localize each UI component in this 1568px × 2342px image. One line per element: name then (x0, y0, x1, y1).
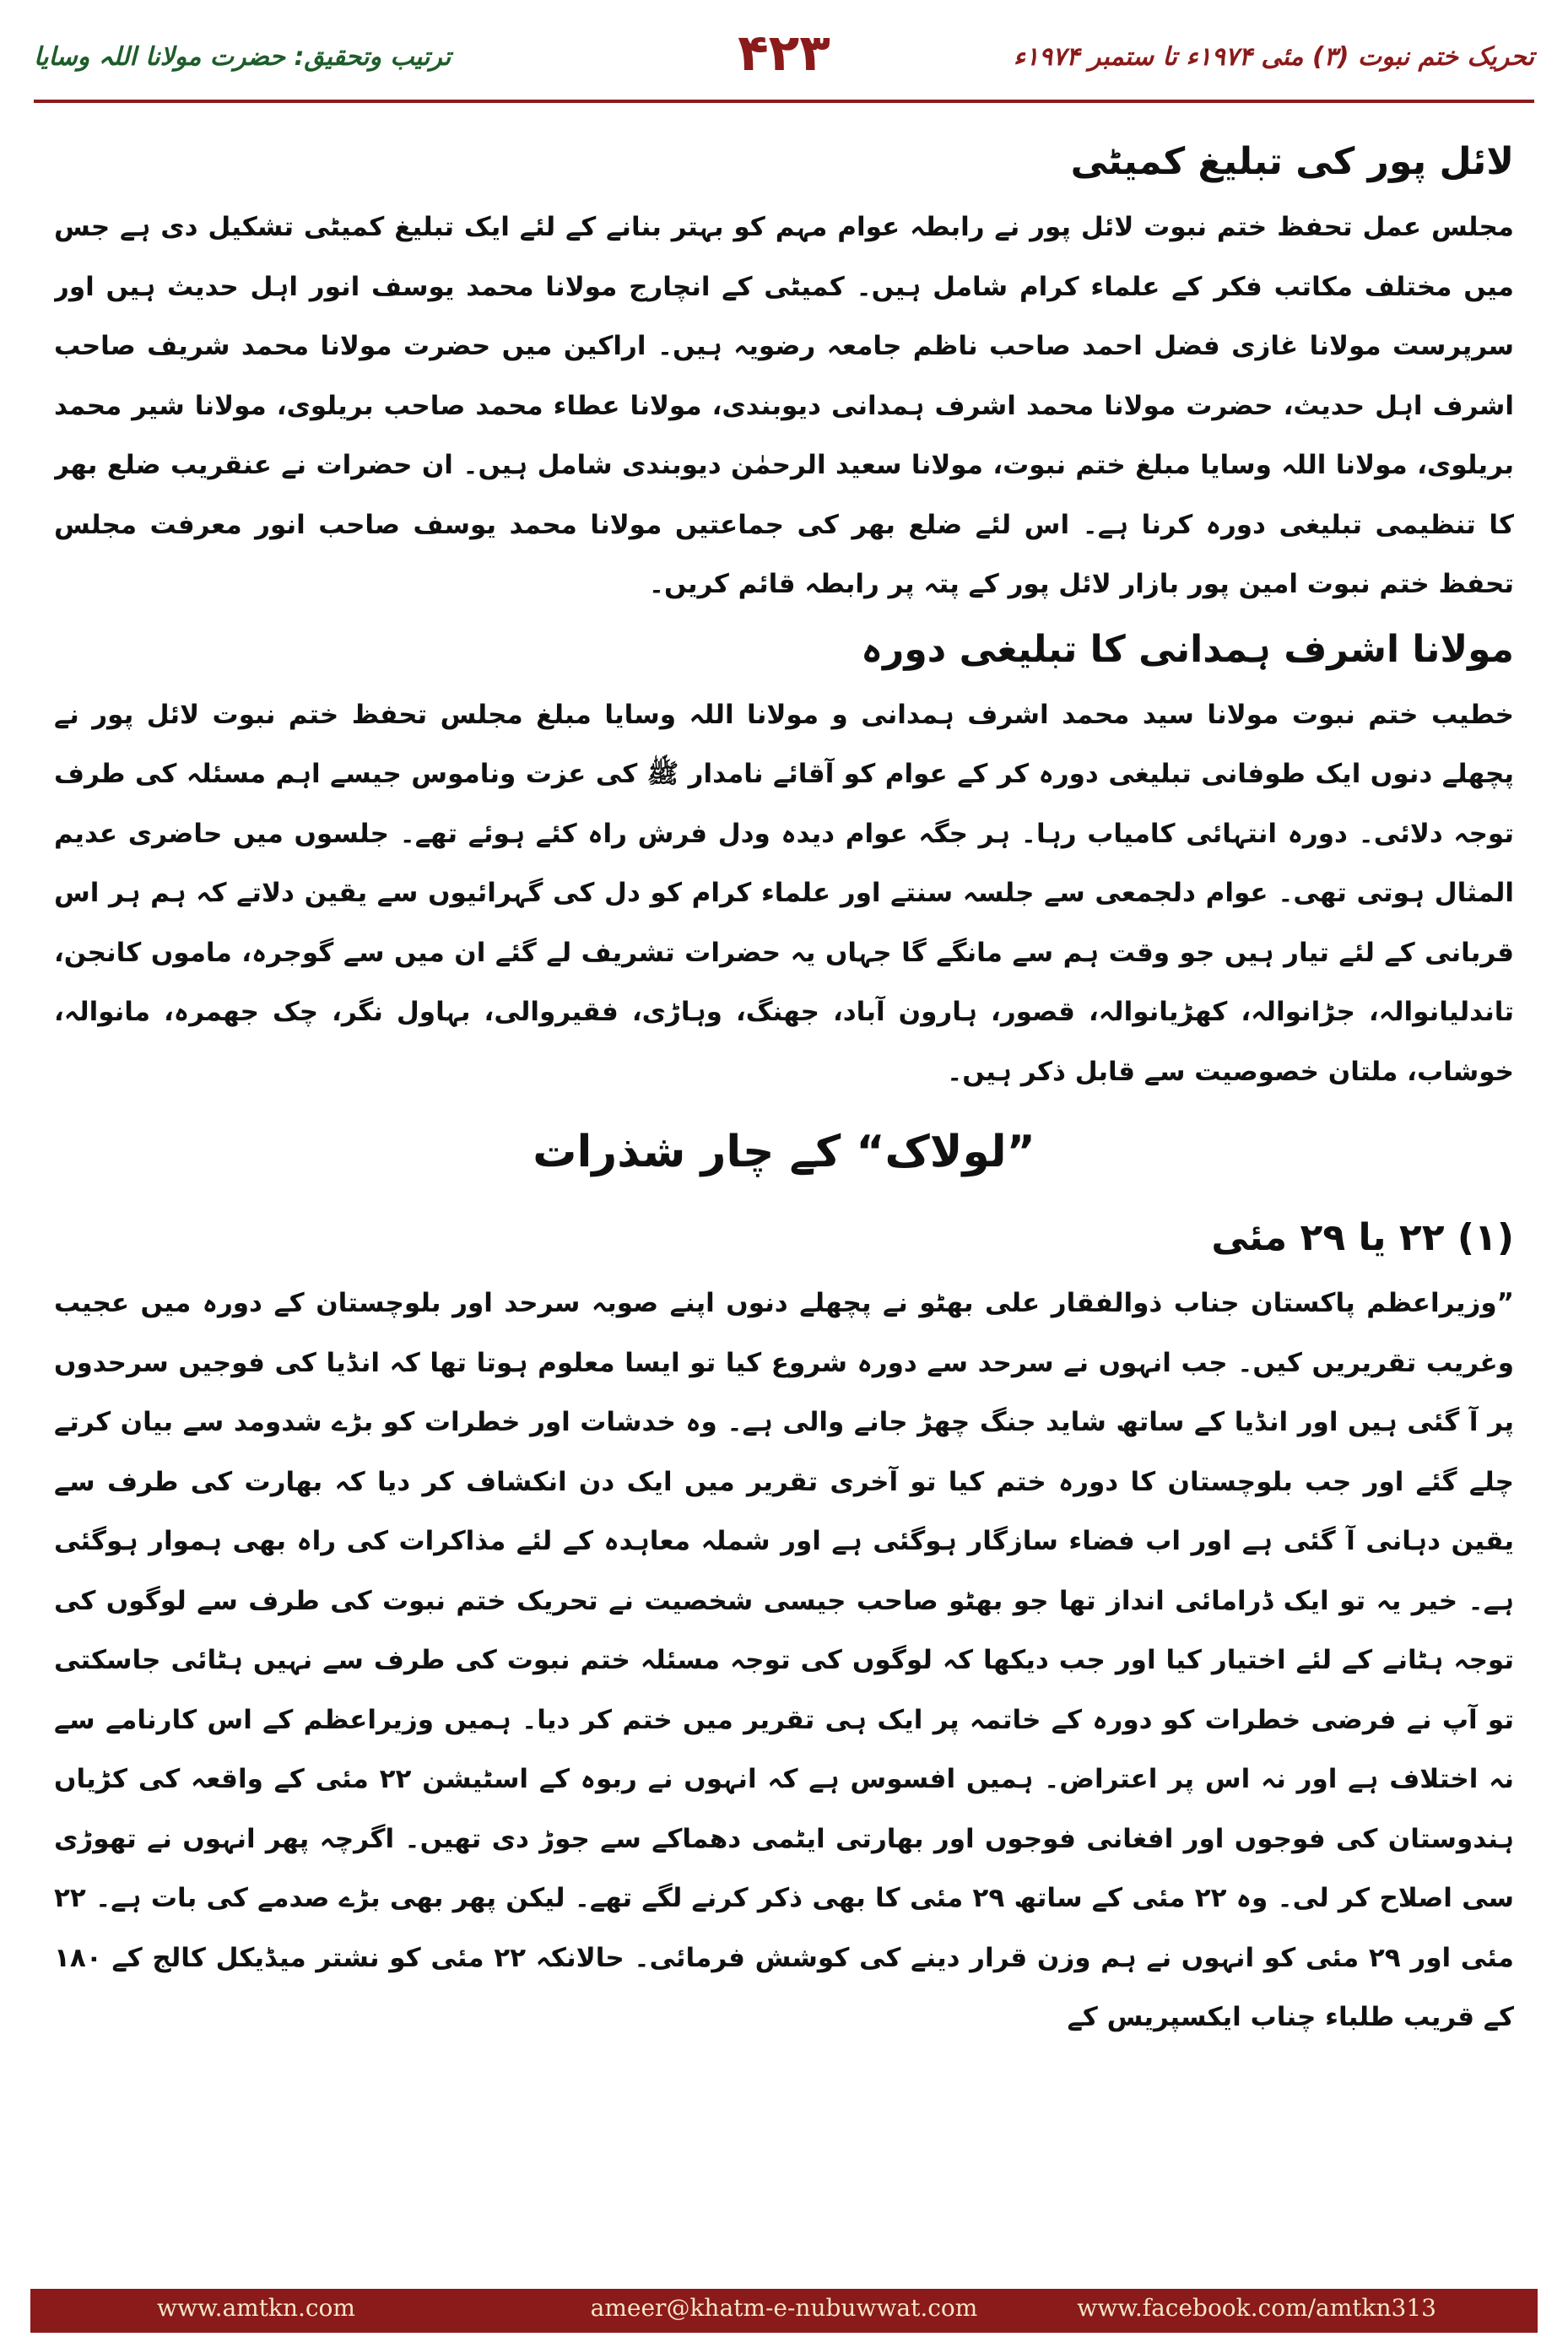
page-body (54, 127, 1514, 2220)
page-footer (30, 2289, 1538, 2333)
section-paragraph: خطیب ختم نبوت مولانا سید محمد اشرف ہمدانی و مولانا اللہ وسایا مبلغ مجلس تحفظ ختم نبوت لائل پور نے پچھلے دنوں ایک طوفانی تبلیغی دورہ کر کے عوام کو آقائے نامدار ﷺ کی عزت وناموس جیسے اہم مسئلہ کی طرف توجہ دلائی۔ دورہ انتہائی کامیاب رہا۔ ہر جگہ عوام دیدہ ودل فرش راہ کئے ہوئے تھے۔ جلسوں میں حاضری عدیم المثال ہوتی تھی۔ عوام دلجمعی سے جلسہ سنتے اور علماء کرام کو دل کی گہرائیوں سے یقین دلاتے کہ ہم ہر اس قربانی کے لئے تیار ہیں جو وقت ہم سے مانگے گا جہاں یہ حضرات تشریف لے گئے ان میں سے گوجرہ، ماموں کانجن، تاندلیانوالہ، جڑانوالہ، کھڑیانوالہ، قصور، ہارون آباد، جھنگ، وہاڑی، فقیروالی، بہاول نگر، چک جھمرہ، مانوالہ، خوشاب، ملتان خصوصیت سے قابل ذکر ہیں۔ (54, 699, 1514, 1087)
page-header (34, 24, 1534, 100)
section-heading: لائل پور کی تبلیغ کمیٹی (1070, 140, 1514, 183)
article-subheading: (۱) ۲۲ یا ۲۹ مئی (1211, 1216, 1514, 1259)
email-link[interactable]: ameer@khatm-e-nubuwwat.com (590, 2294, 978, 2322)
header-divider (34, 100, 1534, 103)
book-title: تحریک ختم نبوت (۳) مئی ۱۹۷۴ء تا ستمبر ۱۹۷۴ء (1013, 42, 1534, 72)
compiler-credit: ترتیب وتحقیق: حضرت مولانا اللہ وسایا (34, 42, 451, 72)
section-heading: مولانا اشرف ہمدانی کا تبلیغی دورہ (861, 627, 1514, 671)
section-paragraph: مجلس عمل تحفظ ختم نبوت لائل پور نے رابطہ عوام مہم کو بہتر بنانے کے لئے ایک تبلیغ کمیٹی تشکیل دی ہے جس میں مختلف مکاتب فکر کے علماء کرام شامل ہیں۔ کمیٹی کے انچارج مولانا محمد یوسف انور اہل حدیث ہیں اور سرپرست مولانا غازی فضل احمد صاحب ناظم جامعہ رضویہ ہیں۔ اراکین میں حضرت مولانا محمد شریف صاحب اشرف اہل حدیث، حضرت مولانا محمد اشرف ہمدانی دیوبندی، مولانا عطاء محمد صاحب بریلوی، مولانا شیر محمد بریلوی، مولانا اللہ وسایا مبلغ ختم نبوت، مولانا سعید الرحمٰن دیوبندی شامل ہیں۔ ان حضرات نے عنقریب ضلع بھر کا تنظیمی تبلیغی دورہ کرنا ہے۔ اس لئے ضلع بھر کی جماعتیں مولانا محمد یوسف صاحب انور معرفت مجلس تحفظ ختم نبوت امین پور بازار لائل پور کے پتہ پر رابطہ قائم کریں۔ (54, 212, 1514, 599)
facebook-link[interactable]: www.facebook.com/amtkn313 (1077, 2294, 1436, 2322)
page-number: ۴۲۳ (738, 24, 830, 83)
article-title: ”لولاک“ کے چار شذرات (533, 1127, 1035, 1177)
article-paragraph: ”وزیراعظم پاکستان جناب ذوالفقار علی بھٹو نے پچھلے دنوں اپنے صوبہ سرحد اور بلوچستان کے دورہ میں عجیب وغریب تقریریں کیں۔ جب انہوں نے سرحد سے دورہ شروع کیا تو ایسا معلوم ہوتا تھا کہ انڈیا کی فوجیں سرحدوں پر آ گئی ہیں اور انڈیا کے ساتھ شاید جنگ چھڑ جانے والی ہے۔ وہ خدشات اور خطرات کو بڑے شدومد سے بیان کرتے چلے گئے اور جب بلوچستان کا دورہ ختم کیا تو آخری تقریر میں ایک دن انکشاف کر دیا کہ بھارت کی طرف سے یقین دہانی آ گئی ہے اور اب فضاء سازگار ہوگئی ہے اور شملہ معاہدہ کے لئے مذاکرات کی راہ بھی ہموار ہوگئی ہے۔ خیر یہ تو ایک ڈرامائی انداز تھا جو بھٹو صاحب جیسی شخصیت نے تحریک ختم نبوت کی طرف سے لوگوں کی توجہ ہٹانے کے لئے اختیار کیا اور جب دیکھا کہ لوگوں کی توجہ مسئلہ ختم نبوت کی طرف سے نہیں ہٹائی جاسکتی تو آپ نے فرضی خطرات کو دورہ کے خاتمہ پر ایک ہی تقریر میں ختم کر دیا۔ ہمیں وزیراعظم کے اس کارنامے سے نہ اختلاف ہے اور نہ اس پر اعتراض۔ ہمیں افسوس ہے کہ انہوں نے ربوہ کے اسٹیشن ۲۲ مئی کے واقعہ کی کڑیاں ہندوستان کی فوجوں اور افغانی فوجوں اور بھارتی ایٹمی دھماکے سے جوڑ دی تھیں۔ اگرچہ پھر انہوں نے تھوڑی سی اصلاح کر لی۔ وہ ۲۲ مئی کے ساتھ ۲۹ مئی کا بھی ذکر کرنے لگے تھے۔ لیکن پھر بھی بڑے صدمے کی بات ہے۔ ۲۲ مئی اور ۲۹ مئی کو انہوں نے ہم وزن قرار دینے کی کوشش فرمائی۔ حالانکہ ۲۲ مئی کو نشتر میڈیکل کالج کے ۱۸۰ کے قریب طلباء چناب ایکسپریس کے (54, 1288, 1514, 2032)
website-link[interactable]: www.amtkn.com (157, 2294, 355, 2322)
